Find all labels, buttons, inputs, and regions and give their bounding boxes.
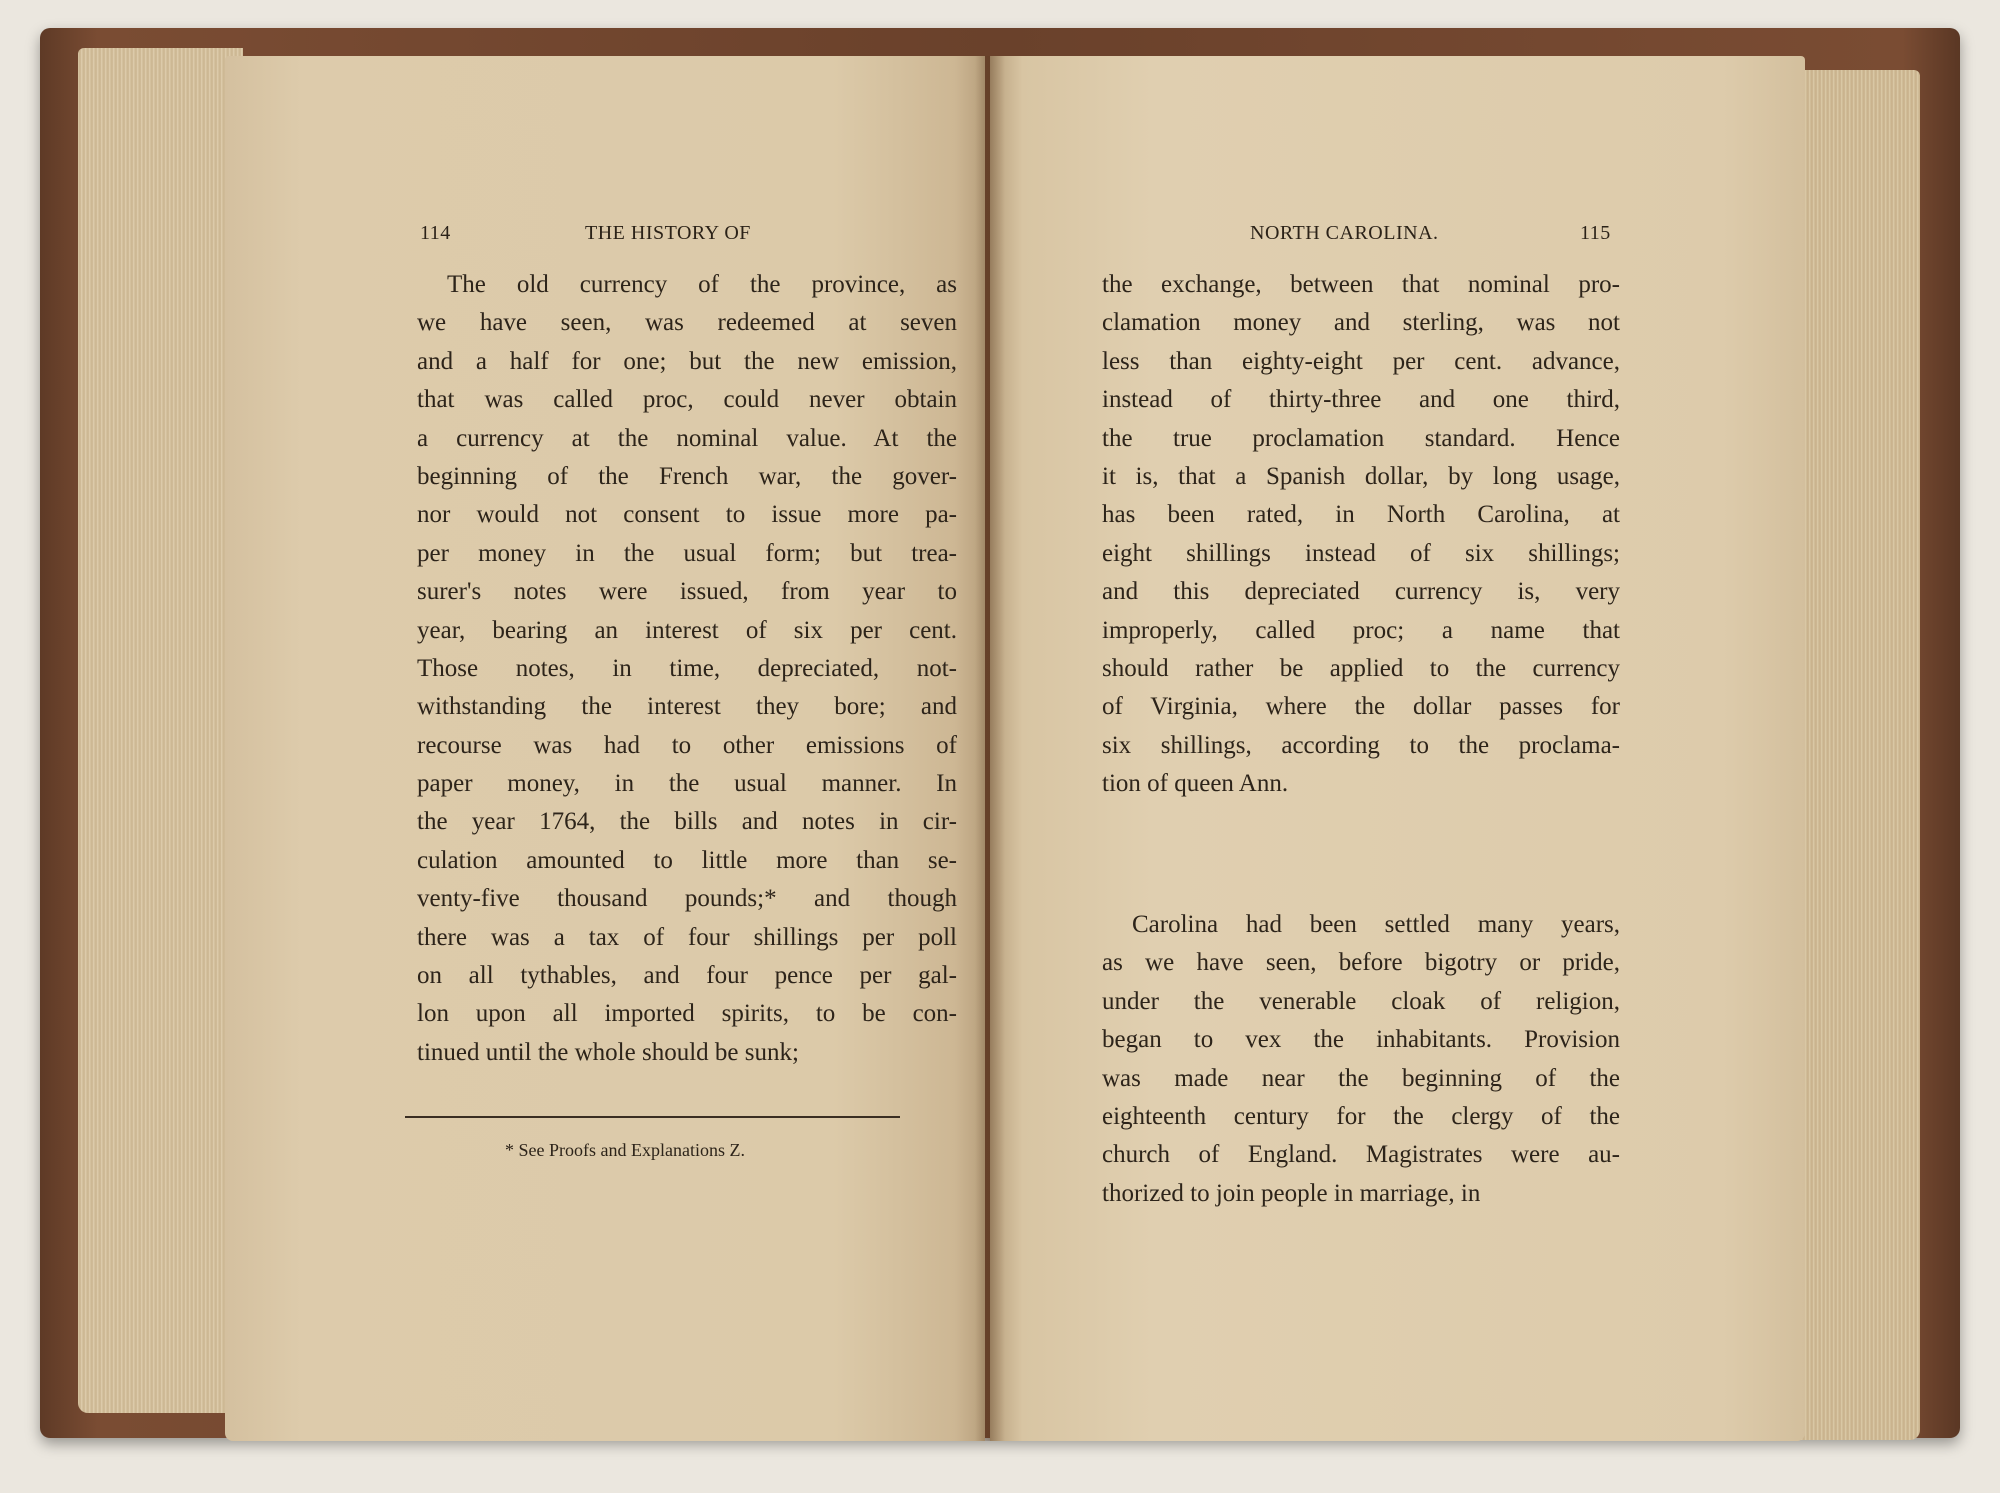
text-line: has been rated, in North Carolina, at <box>1102 501 1620 529</box>
text-line: eighteenth century for the clergy of the <box>1102 1102 1620 1130</box>
text-line: was made near the beginning of the <box>1102 1064 1620 1092</box>
footnote-rule <box>405 1116 900 1118</box>
text-line: the true proclamation standard. Hence <box>1102 424 1620 452</box>
text-line: beginning of the French war, the gover- <box>417 462 957 490</box>
right-running-head: NORTH CAROLINA. <box>1250 222 1439 244</box>
text-line: a currency at the nominal value. At the <box>417 424 957 452</box>
left-body-text <box>417 266 957 1072</box>
text-line: on all tythables, and four pence per gal- <box>417 962 957 990</box>
text-line: tinued until the whole should be sunk; <box>417 1038 799 1066</box>
text-line: culation amounted to little more than se- <box>417 846 957 874</box>
right-page <box>990 56 1805 1441</box>
text-line: recourse was had to other emissions of <box>417 731 957 759</box>
text-line: improperly, called proc; a name that <box>1102 616 1620 644</box>
text-line: paper money, in the usual manner. In <box>417 770 957 798</box>
text-line: eight shillings instead of six shillings; <box>1102 539 1620 567</box>
text-line: as we have seen, before bigotry or pride, <box>1102 949 1620 977</box>
text-line: nor would not consent to issue more pa- <box>417 501 957 529</box>
text-line: began to vex the inhabitants. Provision <box>1102 1026 1620 1054</box>
text-line: that was called proc, could never obtain <box>417 386 957 414</box>
text-line: there was a tax of four shillings per poll <box>417 923 957 951</box>
text-line: lon upon all imported spirits, to be con- <box>417 1000 957 1028</box>
left-page-edges <box>78 48 243 1413</box>
text-line: venty-five thousand pounds;* and though <box>417 885 957 913</box>
text-line: it is, that a Spanish dollar, by long usage, <box>1102 462 1620 490</box>
text-line: we have seen, was redeemed at seven <box>417 309 957 337</box>
text-line: withstanding the interest they bore; and <box>417 693 957 721</box>
footnote: * See Proofs and Explanations Z. <box>505 1140 745 1160</box>
text-line: and a half for one; but the new emission, <box>417 347 957 375</box>
text-line: per money in the usual form; but trea- <box>417 539 957 567</box>
right-page-edges <box>1790 70 1920 1440</box>
book-gutter <box>975 56 1005 1441</box>
right-paragraph-1 <box>1102 266 1620 803</box>
text-line: under the venerable cloak of religion, <box>1102 987 1620 1015</box>
text-line: surer's notes were issued, from year to <box>417 578 957 606</box>
left-page <box>225 56 985 1441</box>
text-line: and this depreciated currency is, very <box>1102 578 1620 606</box>
text-line: of Virginia, where the dollar passes for <box>1102 693 1620 721</box>
right-page-number: 115 <box>1580 222 1611 244</box>
text-line: Those notes, in time, depreciated, not- <box>417 654 957 682</box>
text-line: thorized to join people in marriage, in <box>1102 1179 1481 1207</box>
text-line: tion of queen Ann. <box>1102 770 1289 798</box>
text-line: year, bearing an interest of six per cent. <box>417 616 957 644</box>
right-paragraph-2 <box>1102 906 1620 1213</box>
text-line: instead of thirty-three and one third, <box>1102 386 1620 414</box>
text-line: the exchange, between that nominal pro- <box>1102 271 1620 298</box>
text-line: six shillings, according to the proclama- <box>1102 731 1620 759</box>
text-line: The old currency of the province, as <box>447 271 957 298</box>
text-line: church of England. Magistrates were au- <box>1102 1141 1620 1169</box>
text-line: clamation money and sterling, was not <box>1102 309 1620 337</box>
left-running-head: THE HISTORY OF <box>585 222 751 244</box>
text-line: should rather be applied to the currency <box>1102 654 1620 682</box>
text-line: the year 1764, the bills and notes in cir- <box>417 808 957 836</box>
text-line: Carolina had been settled many years, <box>1132 911 1620 938</box>
left-page-number: 114 <box>420 222 451 244</box>
text-line: less than eighty-eight per cent. advance, <box>1102 347 1620 375</box>
